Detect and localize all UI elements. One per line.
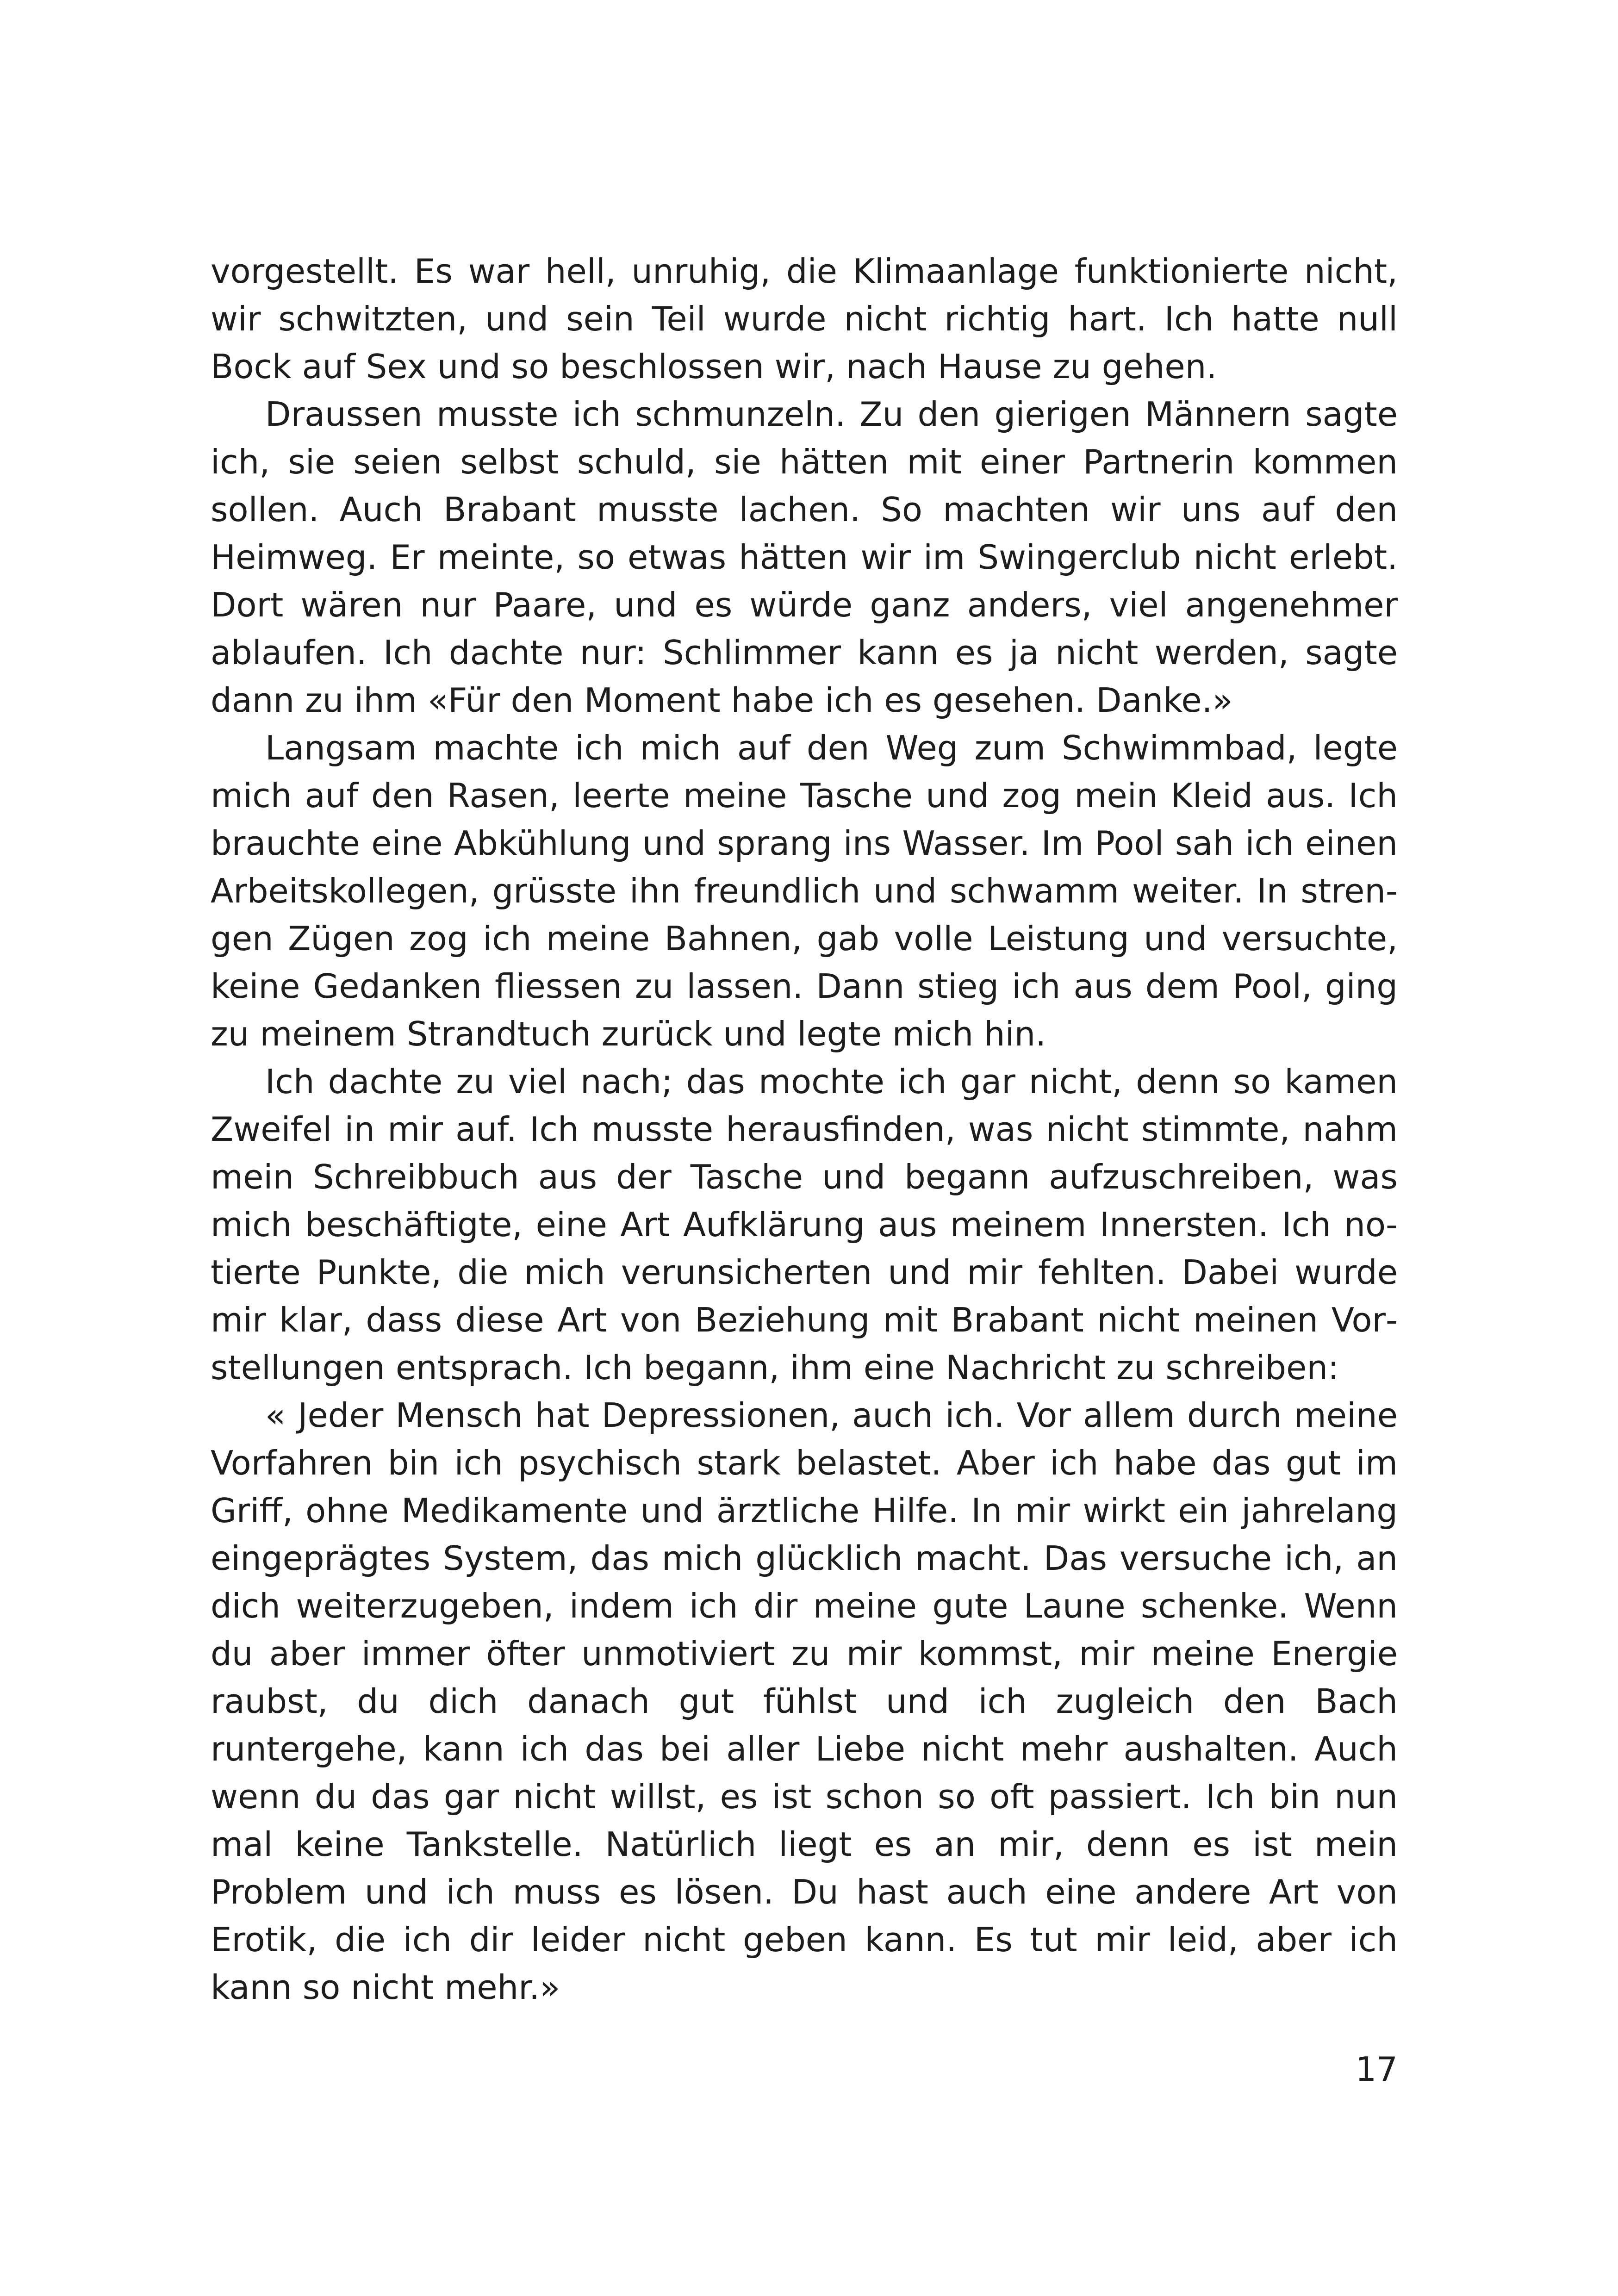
paragraph-4: Ich dachte zu viel nach; das mochte ich gar nicht, denn so kamen Zweifel in mir auf. Ich musste herausfinden, was nicht stimmte, nahm mein Schreibbuch aus der Tasche und begann aufzuschreiben, was mich beschäftigte, eine Art Aufklärung aus meinem Innersten. Ich notierte Punkte, die mich verunsicherten und mir fehlten. Dabei wurde mir klar, dass diese Art von Beziehung mit Brabant nicht meinen Vorstellungen entsprach. Ich begann, ihm eine Nachricht zu schreiben: xyxy=(211,1062,1398,1387)
body-text xyxy=(211,248,1398,2011)
paragraph-5-letter: « Jeder Mensch hat Depressionen, auch ich. Vor allem durch meine Vorfahren bin ich psychisch stark belastet. Aber ich habe das gut im Griff, ohne Medikamente und ärztliche Hilfe. In mir wirkt ein jahrelang eingeprägtes System, das mich glücklich macht. Das versuche ich, an dich weiterzugeben, indem ich dir meine gute Laune schenke. Wenn du aber immer öfter unmotiviert zu mir kommst, mir meine Energie raubst, du dich danach gut fühlst und ich zugleich den Bach runtergehe, kann ich das bei aller Liebe nicht mehr aushalten. Auch wenn du das gar nicht willst, es ist schon so oft passiert. Ich bin nun mal keine Tankstelle. Natürlich liegt es an mir, denn es ist mein Problem und ich muss es lösen. Du hast auch eine andere Art von Erotik, die ich dir leider nicht geben kann. Es tut mir leid, aber ich kann so nicht mehr.» xyxy=(211,1396,1398,2007)
paragraph-2: Draussen musste ich schmunzeln. Zu den gierigen Männern sagte ich, sie seien selbst schuld, sie hätten mit einer Partnerin kommen sollen. Auch Brabant musste lachen. So machten wir uns auf den Heimweg. Er meinte, so etwas hätten wir im Swingerclub nicht erlebt. Dort wären nur Paare, und es würde ganz anders, viel angenehmer ablaufen. Ich dachte nur: Schlimmer kann es ja nicht werden, sagte dann zu ihm «Für den Moment habe ich es gesehen. Danke.» xyxy=(211,395,1398,720)
page-number: 17 xyxy=(1355,2050,1398,2089)
paragraph-3: Langsam machte ich mich auf den Weg zum Schwimmbad, legte mich auf den Rasen, leerte meine Tasche und zog mein Kleid aus. Ich brauchte eine Abkühlung und sprang ins Wasser. Im Pool sah ich einen Arbeitskollegen, grüsste ihn freundlich und schwamm weiter. In strengen Zügen zog ich meine Bahnen, gab volle Leistung und versuchte, keine Gedanken fliessen zu lassen. Dann stieg ich aus dem Pool, ging zu meinem Strandtuch zurück und legte mich hin. xyxy=(211,728,1398,1053)
paragraph-1: vorgestellt. Es war hell, unruhig, die Klimaanlage funktionierte nicht, wir schwitzten, und sein Teil wurde nicht richtig hart. Ich hatte null Bock auf Sex und so beschlossen wir, nach Hause zu gehen. xyxy=(211,252,1398,386)
